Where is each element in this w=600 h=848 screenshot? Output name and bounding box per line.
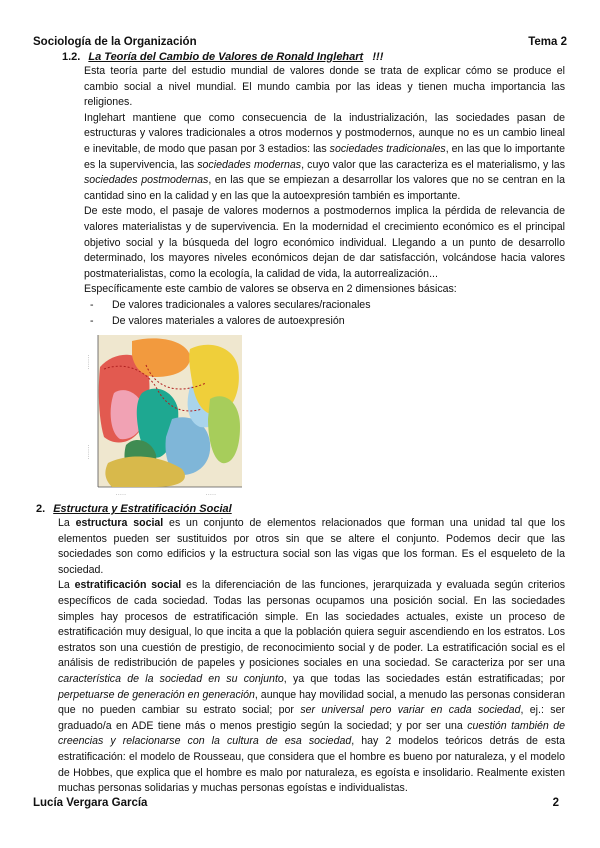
paragraph-estructura: La estructura social es un conjunto de elementos relacionados que forman una unidad tal que los elementos pueden ser sustituidos por otros sin que se altere el conjunto. Podemos decir que las sociedades son como edificios y la estructura social son las vigas que los forman. Es el esqueleto de la sociedad. xyxy=(58,517,565,576)
paragraph: De este modo, el pasaje de valores modernos a postmodernos implica la pérdida de relevancia de valores materialistas y de supervivencia. En la modernidad el crecimiento económico es el principal objetivo social y la búsqueda del logro económico individual. Llegando a un punto de desarrollo determinado, los mayores niveles económicos dejan de dar satisfacción, volcándose hacia valores postmaterialistas, como la ecología, la calidad de vida, la autorrealización... xyxy=(84,205,565,280)
page-footer xyxy=(33,797,567,809)
svg-text:- - - - -: - - - - - xyxy=(116,492,126,496)
section-title: La Teoría del Cambio de Valores de Ronald Inglehart xyxy=(88,51,364,63)
svg-text:- - - - - - -: - - - - - - - xyxy=(86,355,90,369)
author-name: Lucía Vergara García xyxy=(33,797,148,809)
paragraph: Inglehart mantiene que como consecuencia de la industrialización, las sociedades pasan de estructuras y valores tradicionales a otros modernos y postmodernos, aunque no es un cambio lineal e inevitable, de modo que pasan por 3 estadios: las sociedades tradicionales, en las que lo importante es la supervivencia, las sociedades modernas, cuyo valor que las caracteriza es el materialismo, y las sociedades postmodernas, en las que se empiezan a desarrollar los valores que no se centran en la cantidad sino en la calidad y en las que la autoexpresión también es importante. xyxy=(84,111,565,202)
section-heading-2 xyxy=(36,503,232,515)
paragraph: Específicamente este cambio de valores se observa en 2 dimensiones básicas: xyxy=(84,283,457,296)
topic-label: Tema 2 xyxy=(528,36,567,48)
section-title-marks: !!! xyxy=(372,51,384,63)
svg-text:- - - - -: - - - - - xyxy=(206,492,216,496)
inglehart-cultural-map xyxy=(86,329,244,501)
section-2-body xyxy=(58,516,565,797)
section-heading-1-2 xyxy=(62,51,383,63)
cultural-map-svg xyxy=(86,329,244,501)
svg-text:- - - - - - -: - - - - - - - xyxy=(86,445,90,459)
section-title: Estructura y Estratificación Social xyxy=(53,503,232,515)
page-header xyxy=(33,36,567,48)
course-title: Sociología de la Organización xyxy=(33,36,197,48)
section-number: 2. xyxy=(36,503,46,515)
section-1-2-body xyxy=(84,64,565,329)
paragraph: Esta teoría parte del estudio mundial de valores donde se trata de explicar cómo se produce el cambio social a nivel mundial. El mundo cambia por las ideas y tienen mucha importancia las religiones. xyxy=(84,65,565,109)
list-item: - De valores materiales a valores de autoexpresión xyxy=(90,314,345,327)
section-number: 1.2. xyxy=(62,51,81,63)
page-number: 2 xyxy=(552,797,559,809)
list-item: - De valores tradicionales a valores seculares/racionales xyxy=(90,298,371,311)
paragraph-estratificacion: La estratificación social es la diferenciación de las funciones, jerarquizada y evaluada según criterios específicos de cada sociedad. Todas las personas ocupamos una posición social. En las sociedades simples hay procesos de estratificación simple. En las sociedades actuales, existe un proceso de estratificación muy desigual, lo que incita a que la población quiera seguir ascendiendo en los estratos. Los estratos son una cuestión de prestigio, de reconocimiento social y de poder. La estratificación social es el análisis de redistribución de papeles y posiciones sociales en una sociedad. Se caracteriza por ser una característica de la sociedad en su conjunto, ya que todas las sociedades están estratificadas; por perpetuarse de generación en generación, aunque hay movilidad social, a menudo las personas consideran que no pueden cambiar su estrato social; por ser universal pero variar en cada sociedad, ej.: ser graduado/a en ADE tiene más o menos prestigio según la sociedad; y por ser una cuestión también de creencias y relacionarse con la cultura de esa sociedad, hay 2 modelos teóricos detrás de esta estratificación: el modelo de Rousseau, que considera que el hombre es bueno por naturaleza, y el modelo de Hobbes, que explica que el hombre es malo por naturaleza, es egoísta e insolidario. Realmente existen muchas personas solidarias y muchas personas egoístas e individualistas. xyxy=(58,579,566,795)
